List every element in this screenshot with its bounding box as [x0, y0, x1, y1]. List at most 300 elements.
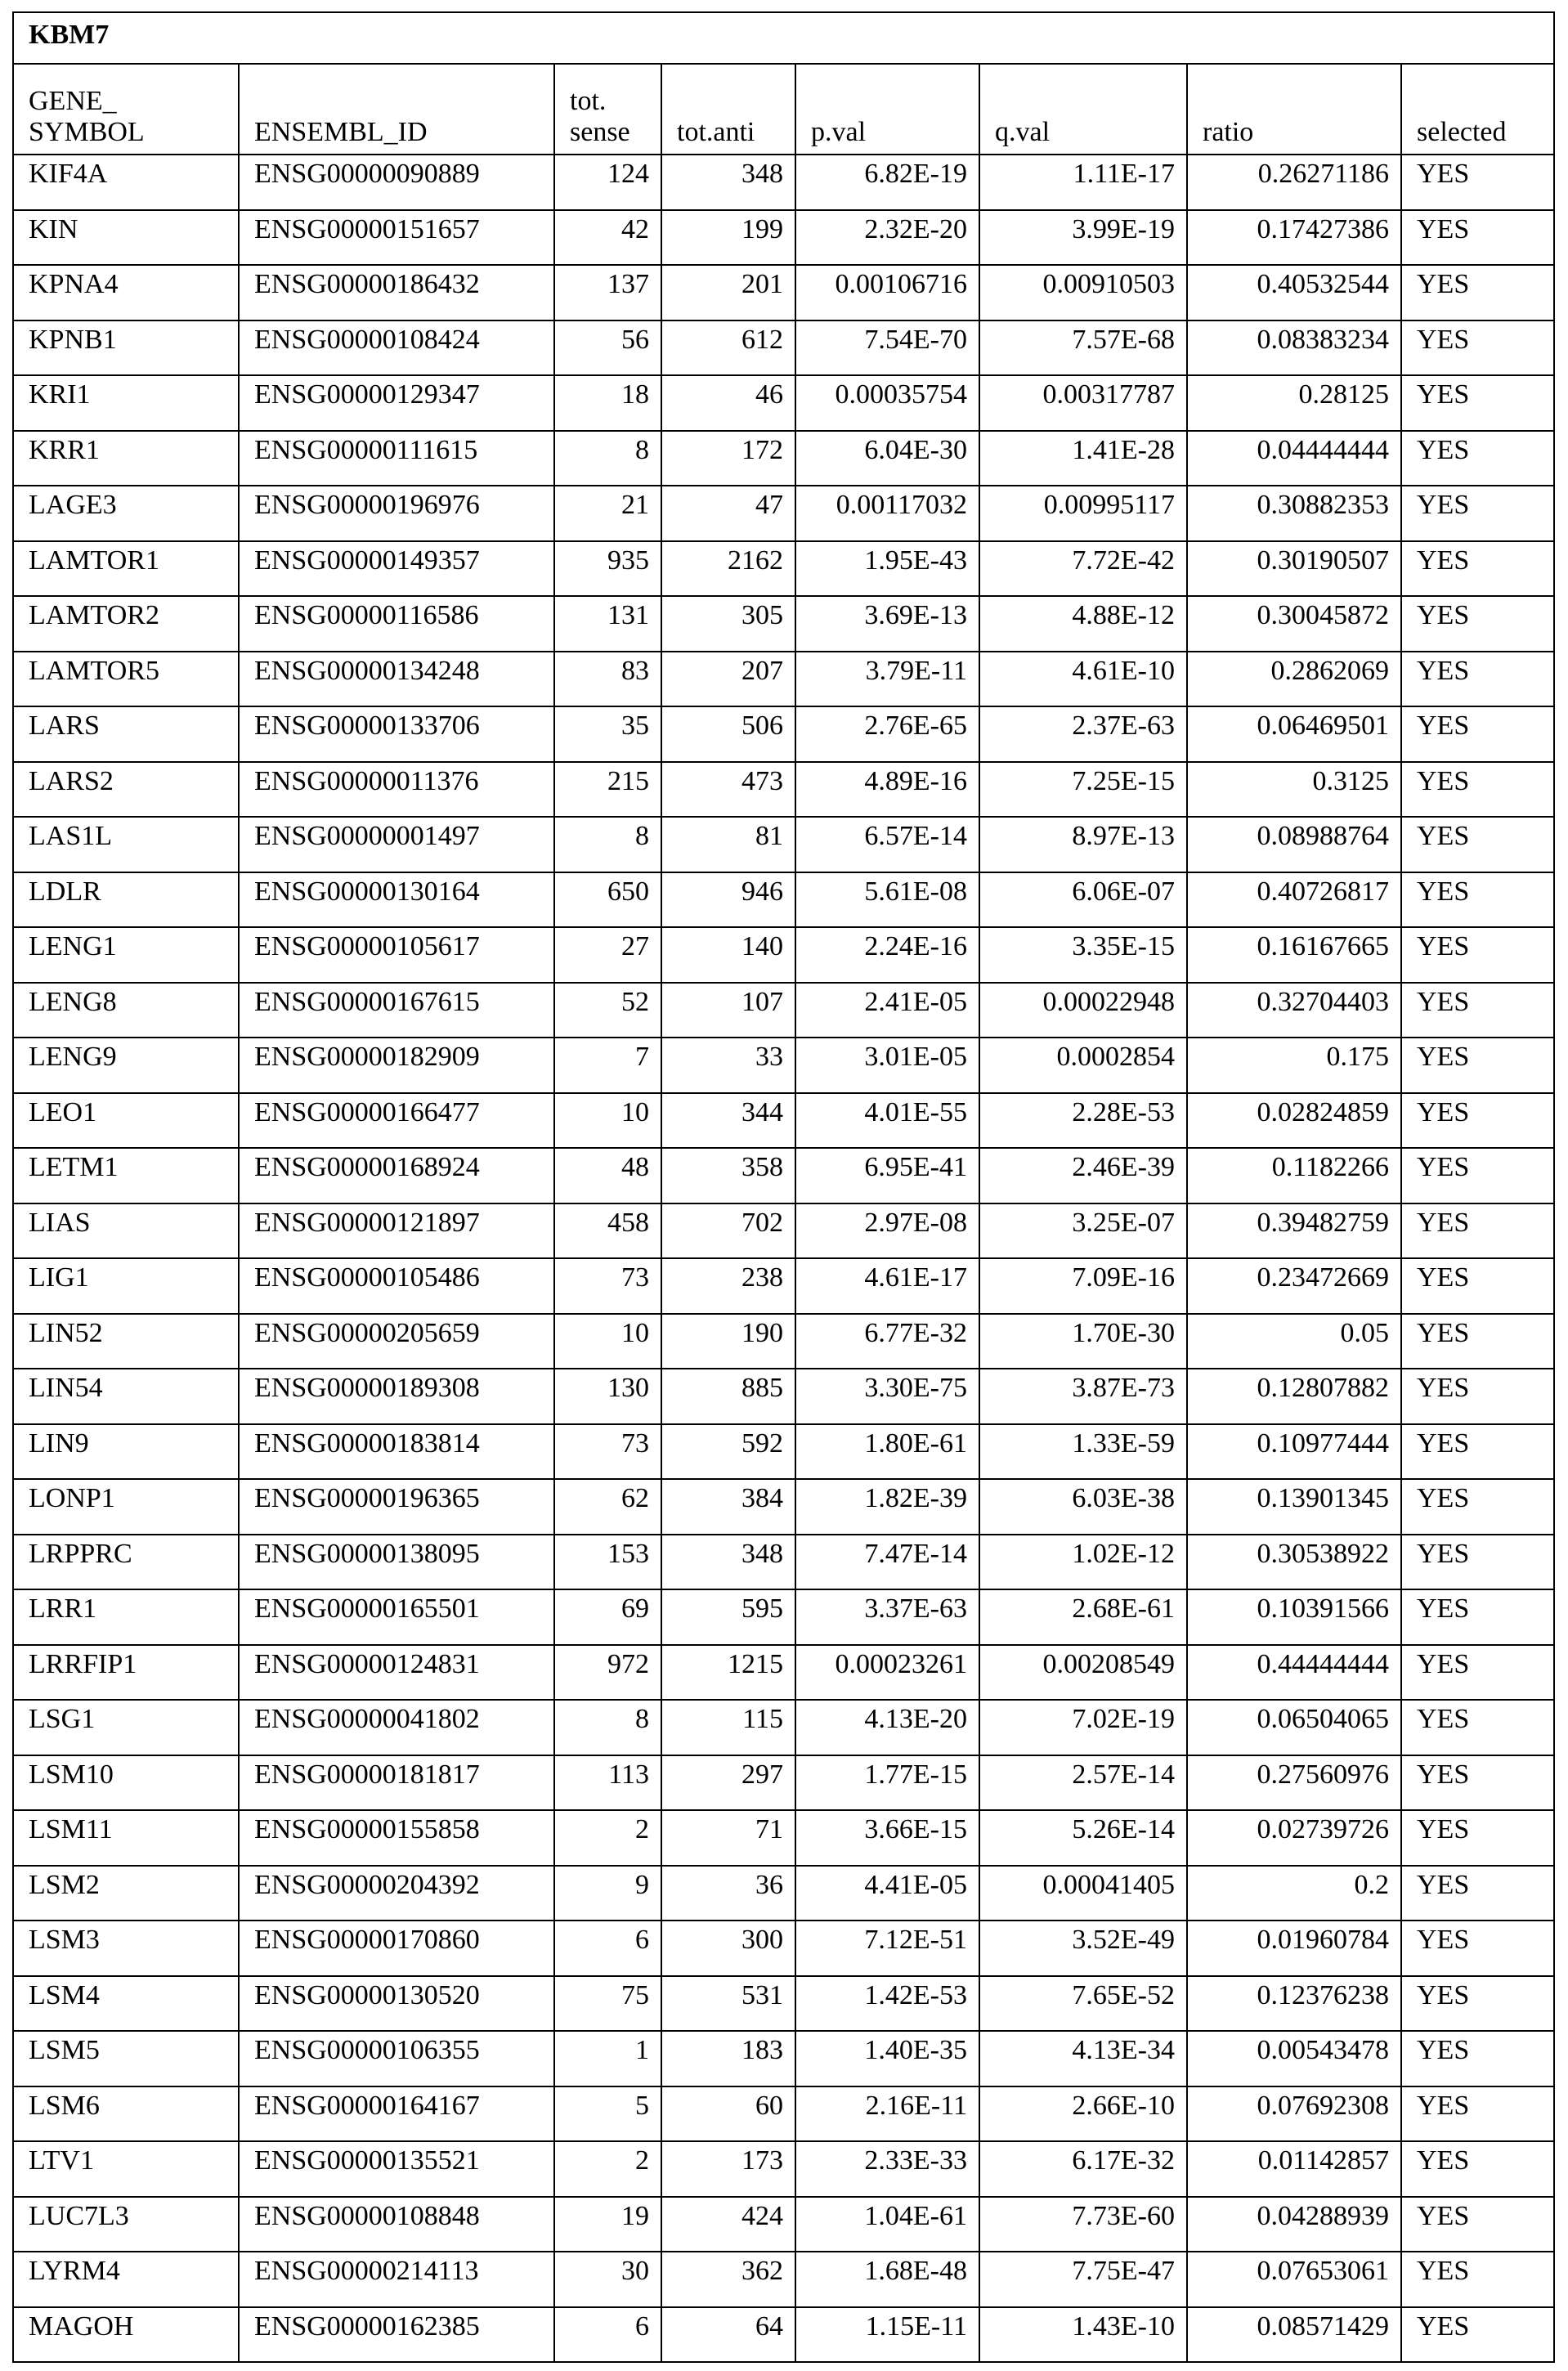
table-row: [13, 320, 1554, 376]
cell-tot-sense: 153: [554, 1535, 661, 1590]
cell-gene-symbol: LARS: [13, 706, 239, 762]
cell-selected: YES: [1401, 983, 1554, 1038]
cell-ensembl-id: ENSG00000108424: [239, 320, 554, 376]
table-row: [13, 2141, 1554, 2197]
cell-q-val: 6.17E-32: [979, 2141, 1187, 2197]
cell-ratio: 0.44444444: [1187, 1645, 1401, 1701]
cell-tot-anti: 207: [661, 652, 795, 707]
cell-ensembl-id: ENSG00000165501: [239, 1589, 554, 1645]
cell-ensembl-id: ENSG00000121897: [239, 1203, 554, 1259]
table-row: [13, 2031, 1554, 2086]
table-row: [13, 1866, 1554, 1921]
cell-q-val: 2.66E-10: [979, 2086, 1187, 2142]
table-row: [13, 2252, 1554, 2307]
cell-gene-symbol: LSG1: [13, 1700, 239, 1755]
cell-tot-sense: 972: [554, 1645, 661, 1701]
cell-selected: YES: [1401, 1535, 1554, 1590]
cell-tot-sense: 935: [554, 541, 661, 597]
cell-selected: YES: [1401, 927, 1554, 983]
cell-ensembl-id: ENSG00000196365: [239, 1479, 554, 1535]
cell-selected: YES: [1401, 320, 1554, 376]
cell-p-val: 1.68E-48: [795, 2252, 979, 2307]
cell-selected: YES: [1401, 2141, 1554, 2197]
cell-tot-anti: 64: [661, 2307, 795, 2363]
cell-tot-anti: 384: [661, 1479, 795, 1535]
cell-q-val: 1.11E-17: [979, 155, 1187, 210]
cell-gene-symbol: LAMTOR5: [13, 652, 239, 707]
cell-selected: YES: [1401, 596, 1554, 652]
cell-tot-anti: 424: [661, 2197, 795, 2252]
cell-q-val: 2.68E-61: [979, 1589, 1187, 1645]
cell-tot-sense: 10: [554, 1314, 661, 1369]
cell-gene-symbol: KPNB1: [13, 320, 239, 376]
cell-ratio: 0.30190507: [1187, 541, 1401, 597]
cell-selected: YES: [1401, 2252, 1554, 2307]
table-row: [13, 1810, 1554, 1866]
cell-q-val: 2.37E-63: [979, 706, 1187, 762]
cell-tot-sense: 19: [554, 2197, 661, 2252]
cell-ratio: 0.02824859: [1187, 1093, 1401, 1149]
cell-ratio: 0.26271186: [1187, 155, 1401, 210]
cell-p-val: 4.41E-05: [795, 1866, 979, 1921]
cell-selected: YES: [1401, 1148, 1554, 1203]
cell-ensembl-id: ENSG00000130520: [239, 1976, 554, 2032]
cell-tot-sense: 6: [554, 2307, 661, 2363]
cell-ratio: 0.3125: [1187, 762, 1401, 818]
cell-selected: YES: [1401, 541, 1554, 597]
cell-tot-anti: 702: [661, 1203, 795, 1259]
cell-q-val: 7.02E-19: [979, 1700, 1187, 1755]
cell-gene-symbol: LSM3: [13, 1921, 239, 1976]
cell-selected: YES: [1401, 1921, 1554, 1976]
table-row: [13, 1755, 1554, 1811]
cell-tot-sense: 48: [554, 1148, 661, 1203]
cell-ratio: 0.07653061: [1187, 2252, 1401, 2307]
cell-gene-symbol: LSM6: [13, 2086, 239, 2142]
cell-ensembl-id: ENSG00000090889: [239, 155, 554, 210]
cell-gene-symbol: LSM11: [13, 1810, 239, 1866]
cell-tot-anti: 612: [661, 320, 795, 376]
column-header-q-val: q.val: [979, 64, 1187, 155]
table-row: [13, 431, 1554, 486]
cell-ratio: 0.28125: [1187, 375, 1401, 431]
cell-ensembl-id: ENSG00000041802: [239, 1700, 554, 1755]
cell-selected: YES: [1401, 375, 1554, 431]
cell-q-val: 0.00041405: [979, 1866, 1187, 1921]
cell-tot-anti: 190: [661, 1314, 795, 1369]
cell-ensembl-id: ENSG00000214113: [239, 2252, 554, 2307]
cell-q-val: 7.65E-52: [979, 1976, 1187, 2032]
cell-tot-anti: 531: [661, 1976, 795, 2032]
cell-tot-anti: 344: [661, 1093, 795, 1149]
cell-ensembl-id: ENSG00000116586: [239, 596, 554, 652]
cell-gene-symbol: LAS1L: [13, 817, 239, 872]
cell-tot-sense: 2: [554, 2141, 661, 2197]
cell-ratio: 0.02739726: [1187, 1810, 1401, 1866]
cell-gene-symbol: LENG9: [13, 1038, 239, 1093]
cell-tot-anti: 115: [661, 1700, 795, 1755]
cell-gene-symbol: LENG1: [13, 927, 239, 983]
cell-p-val: 1.95E-43: [795, 541, 979, 597]
cell-tot-anti: 173: [661, 2141, 795, 2197]
cell-p-val: 7.47E-14: [795, 1535, 979, 1590]
cell-ensembl-id: ENSG00000108848: [239, 2197, 554, 2252]
cell-gene-symbol: LIN54: [13, 1369, 239, 1424]
cell-q-val: 0.00317787: [979, 375, 1187, 431]
cell-p-val: 3.79E-11: [795, 652, 979, 707]
cell-tot-anti: 358: [661, 1148, 795, 1203]
cell-gene-symbol: LENG8: [13, 983, 239, 1038]
cell-selected: YES: [1401, 1976, 1554, 2032]
cell-p-val: 4.61E-17: [795, 1258, 979, 1314]
cell-selected: YES: [1401, 1755, 1554, 1811]
table-row: [13, 1369, 1554, 1424]
cell-tot-sense: 73: [554, 1424, 661, 1480]
gene-table: [12, 11, 1555, 2363]
cell-ensembl-id: ENSG00000181817: [239, 1755, 554, 1811]
cell-selected: YES: [1401, 1424, 1554, 1480]
cell-gene-symbol: LUC7L3: [13, 2197, 239, 2252]
cell-tot-sense: 2: [554, 1810, 661, 1866]
cell-gene-symbol: KPNA4: [13, 265, 239, 320]
cell-selected: YES: [1401, 1589, 1554, 1645]
cell-q-val: 0.00910503: [979, 265, 1187, 320]
cell-p-val: 1.77E-15: [795, 1755, 979, 1811]
cell-ratio: 0.16167665: [1187, 927, 1401, 983]
cell-tot-sense: 131: [554, 596, 661, 652]
table-row: [13, 762, 1554, 818]
cell-q-val: 7.72E-42: [979, 541, 1187, 597]
cell-ratio: 0.05: [1187, 1314, 1401, 1369]
cell-tot-sense: 30: [554, 2252, 661, 2307]
cell-tot-sense: 1: [554, 2031, 661, 2086]
cell-ratio: 0.01142857: [1187, 2141, 1401, 2197]
cell-p-val: 7.12E-51: [795, 1921, 979, 1976]
cell-q-val: 4.13E-34: [979, 2031, 1187, 2086]
cell-tot-anti: 348: [661, 155, 795, 210]
cell-selected: YES: [1401, 1645, 1554, 1701]
cell-p-val: 2.41E-05: [795, 983, 979, 1038]
column-header-selected: selected: [1401, 64, 1554, 155]
cell-ensembl-id: ENSG00000011376: [239, 762, 554, 818]
cell-gene-symbol: LDLR: [13, 872, 239, 928]
cell-q-val: 8.97E-13: [979, 817, 1187, 872]
table-row: [13, 155, 1554, 210]
cell-tot-sense: 52: [554, 983, 661, 1038]
cell-gene-symbol: LIG1: [13, 1258, 239, 1314]
table-row: [13, 1424, 1554, 1480]
cell-tot-sense: 73: [554, 1258, 661, 1314]
cell-q-val: 3.99E-19: [979, 210, 1187, 266]
cell-ratio: 0.175: [1187, 1038, 1401, 1093]
cell-tot-anti: 81: [661, 817, 795, 872]
cell-tot-anti: 60: [661, 2086, 795, 2142]
cell-p-val: 4.13E-20: [795, 1700, 979, 1755]
cell-ratio: 0.08571429: [1187, 2307, 1401, 2363]
cell-ensembl-id: ENSG00000138095: [239, 1535, 554, 1590]
cell-p-val: 1.15E-11: [795, 2307, 979, 2363]
cell-selected: YES: [1401, 1866, 1554, 1921]
cell-p-val: 3.37E-63: [795, 1589, 979, 1645]
cell-gene-symbol: LSM5: [13, 2031, 239, 2086]
cell-ratio: 0.06504065: [1187, 1700, 1401, 1755]
cell-q-val: 3.25E-07: [979, 1203, 1187, 1259]
cell-ratio: 0.30538922: [1187, 1535, 1401, 1590]
cell-tot-anti: 201: [661, 265, 795, 320]
column-header-p-val: p.val: [795, 64, 979, 155]
cell-ratio: 0.06469501: [1187, 706, 1401, 762]
table-row: [13, 1148, 1554, 1203]
cell-p-val: 2.24E-16: [795, 927, 979, 983]
cell-q-val: 4.88E-12: [979, 596, 1187, 652]
table-row: [13, 596, 1554, 652]
cell-ensembl-id: ENSG00000164167: [239, 2086, 554, 2142]
cell-selected: YES: [1401, 2197, 1554, 2252]
cell-ensembl-id: ENSG00000189308: [239, 1369, 554, 1424]
cell-selected: YES: [1401, 1314, 1554, 1369]
table-row: [13, 706, 1554, 762]
cell-tot-anti: 238: [661, 1258, 795, 1314]
cell-tot-anti: 140: [661, 927, 795, 983]
cell-p-val: 6.57E-14: [795, 817, 979, 872]
cell-ratio: 0.07692308: [1187, 2086, 1401, 2142]
cell-selected: YES: [1401, 210, 1554, 266]
cell-p-val: 4.89E-16: [795, 762, 979, 818]
cell-tot-sense: 458: [554, 1203, 661, 1259]
cell-selected: YES: [1401, 817, 1554, 872]
cell-p-val: 0.00117032: [795, 486, 979, 541]
cell-tot-anti: 506: [661, 706, 795, 762]
cell-p-val: 1.40E-35: [795, 2031, 979, 2086]
cell-q-val: 1.33E-59: [979, 1424, 1187, 1480]
table-title-row: [13, 12, 1554, 64]
cell-q-val: 3.52E-49: [979, 1921, 1187, 1976]
cell-ratio: 0.12807882: [1187, 1369, 1401, 1424]
cell-p-val: 0.00106716: [795, 265, 979, 320]
cell-gene-symbol: LSM4: [13, 1976, 239, 2032]
cell-tot-sense: 6: [554, 1921, 661, 1976]
cell-q-val: 6.06E-07: [979, 872, 1187, 928]
cell-tot-sense: 27: [554, 927, 661, 983]
cell-tot-sense: 62: [554, 1479, 661, 1535]
cell-q-val: 6.03E-38: [979, 1479, 1187, 1535]
cell-tot-sense: 113: [554, 1755, 661, 1811]
cell-tot-anti: 885: [661, 1369, 795, 1424]
cell-p-val: 6.77E-32: [795, 1314, 979, 1369]
table-row: [13, 1258, 1554, 1314]
cell-gene-symbol: LIN52: [13, 1314, 239, 1369]
cell-p-val: 1.82E-39: [795, 1479, 979, 1535]
cell-ensembl-id: ENSG00000204392: [239, 1866, 554, 1921]
column-header-gene-symbol: GENE_ SYMBOL: [13, 64, 239, 155]
cell-selected: YES: [1401, 2031, 1554, 2086]
cell-p-val: 1.80E-61: [795, 1424, 979, 1480]
cell-tot-sense: 18: [554, 375, 661, 431]
cell-ensembl-id: ENSG00000166477: [239, 1093, 554, 1149]
cell-ratio: 0.04288939: [1187, 2197, 1401, 2252]
cell-selected: YES: [1401, 1203, 1554, 1259]
cell-tot-sense: 21: [554, 486, 661, 541]
cell-selected: YES: [1401, 155, 1554, 210]
cell-q-val: 2.28E-53: [979, 1093, 1187, 1149]
cell-tot-anti: 2162: [661, 541, 795, 597]
cell-tot-sense: 10: [554, 1093, 661, 1149]
cell-ratio: 0.2862069: [1187, 652, 1401, 707]
cell-tot-sense: 7: [554, 1038, 661, 1093]
cell-gene-symbol: LSM2: [13, 1866, 239, 1921]
cell-ratio: 0.30045872: [1187, 596, 1401, 652]
cell-selected: YES: [1401, 265, 1554, 320]
cell-ensembl-id: ENSG00000130164: [239, 872, 554, 928]
cell-tot-anti: 595: [661, 1589, 795, 1645]
table-title: KBM7: [13, 12, 1554, 64]
cell-gene-symbol: KIF4A: [13, 155, 239, 210]
cell-tot-anti: 297: [661, 1755, 795, 1811]
cell-ratio: 0.40532544: [1187, 265, 1401, 320]
cell-ratio: 0.23472669: [1187, 1258, 1401, 1314]
cell-tot-anti: 300: [661, 1921, 795, 1976]
cell-p-val: 6.82E-19: [795, 155, 979, 210]
cell-q-val: 7.75E-47: [979, 2252, 1187, 2307]
table-row: [13, 1535, 1554, 1590]
cell-ensembl-id: ENSG00000186432: [239, 265, 554, 320]
cell-ensembl-id: ENSG00000182909: [239, 1038, 554, 1093]
cell-tot-anti: 47: [661, 486, 795, 541]
cell-q-val: 3.35E-15: [979, 927, 1187, 983]
cell-q-val: 1.02E-12: [979, 1535, 1187, 1590]
column-header-ratio: ratio: [1187, 64, 1401, 155]
cell-q-val: 4.61E-10: [979, 652, 1187, 707]
cell-tot-sense: 215: [554, 762, 661, 818]
cell-ratio: 0.1182266: [1187, 1148, 1401, 1203]
cell-tot-anti: 172: [661, 431, 795, 486]
table-row: [13, 1093, 1554, 1149]
cell-ratio: 0.10977444: [1187, 1424, 1401, 1480]
cell-ratio: 0.10391566: [1187, 1589, 1401, 1645]
cell-ratio: 0.08383234: [1187, 320, 1401, 376]
cell-ensembl-id: ENSG00000105617: [239, 927, 554, 983]
cell-selected: YES: [1401, 2086, 1554, 2142]
cell-selected: YES: [1401, 762, 1554, 818]
cell-q-val: 7.57E-68: [979, 320, 1187, 376]
cell-q-val: 7.09E-16: [979, 1258, 1187, 1314]
cell-tot-anti: 33: [661, 1038, 795, 1093]
cell-q-val: 2.46E-39: [979, 1148, 1187, 1203]
table-row: [13, 983, 1554, 1038]
cell-p-val: 0.00035754: [795, 375, 979, 431]
cell-tot-sense: 56: [554, 320, 661, 376]
cell-ensembl-id: ENSG00000129347: [239, 375, 554, 431]
cell-q-val: 3.87E-73: [979, 1369, 1187, 1424]
cell-p-val: 3.69E-13: [795, 596, 979, 652]
cell-tot-anti: 362: [661, 2252, 795, 2307]
cell-tot-anti: 946: [661, 872, 795, 928]
table-row: [13, 2197, 1554, 2252]
cell-tot-sense: 8: [554, 817, 661, 872]
cell-selected: YES: [1401, 431, 1554, 486]
cell-ratio: 0.17427386: [1187, 210, 1401, 266]
cell-q-val: 0.00022948: [979, 983, 1187, 1038]
cell-tot-anti: 473: [661, 762, 795, 818]
cell-ensembl-id: ENSG00000151657: [239, 210, 554, 266]
cell-ensembl-id: ENSG00000170860: [239, 1921, 554, 1976]
cell-ratio: 0.27560976: [1187, 1755, 1401, 1811]
cell-selected: YES: [1401, 2307, 1554, 2363]
cell-ensembl-id: ENSG00000001497: [239, 817, 554, 872]
cell-gene-symbol: LONP1: [13, 1479, 239, 1535]
cell-ratio: 0.13901345: [1187, 1479, 1401, 1535]
cell-p-val: 6.04E-30: [795, 431, 979, 486]
cell-ensembl-id: ENSG00000183814: [239, 1424, 554, 1480]
cell-selected: YES: [1401, 872, 1554, 928]
cell-gene-symbol: LRR1: [13, 1589, 239, 1645]
cell-ratio: 0.39482759: [1187, 1203, 1401, 1259]
cell-gene-symbol: LSM10: [13, 1755, 239, 1811]
cell-p-val: 6.95E-41: [795, 1148, 979, 1203]
cell-q-val: 1.41E-28: [979, 431, 1187, 486]
cell-tot-sense: 5: [554, 2086, 661, 2142]
table-row: [13, 1479, 1554, 1535]
cell-gene-symbol: LAMTOR1: [13, 541, 239, 597]
cell-q-val: 5.26E-14: [979, 1810, 1187, 1866]
cell-gene-symbol: KRI1: [13, 375, 239, 431]
table-row: [13, 1976, 1554, 2032]
cell-tot-sense: 8: [554, 431, 661, 486]
cell-ensembl-id: ENSG00000105486: [239, 1258, 554, 1314]
cell-tot-anti: 199: [661, 210, 795, 266]
cell-selected: YES: [1401, 1369, 1554, 1424]
cell-tot-sense: 130: [554, 1369, 661, 1424]
cell-gene-symbol: LRPPRC: [13, 1535, 239, 1590]
cell-p-val: 0.00023261: [795, 1645, 979, 1701]
table-row: [13, 872, 1554, 928]
cell-tot-sense: 75: [554, 1976, 661, 2032]
cell-tot-anti: 592: [661, 1424, 795, 1480]
table-row: [13, 265, 1554, 320]
cell-ensembl-id: ENSG00000162385: [239, 2307, 554, 2363]
cell-tot-anti: 183: [661, 2031, 795, 2086]
cell-tot-sense: 9: [554, 1866, 661, 1921]
cell-ensembl-id: ENSG00000134248: [239, 652, 554, 707]
column-header-ensembl-id: ENSEMBL_ID: [239, 64, 554, 155]
cell-q-val: 0.00995117: [979, 486, 1187, 541]
cell-ratio: 0.30882353: [1187, 486, 1401, 541]
cell-selected: YES: [1401, 1700, 1554, 1755]
cell-p-val: 1.42E-53: [795, 1976, 979, 2032]
cell-ensembl-id: ENSG00000155858: [239, 1810, 554, 1866]
cell-tot-anti: 107: [661, 983, 795, 1038]
cell-q-val: 7.73E-60: [979, 2197, 1187, 2252]
cell-selected: YES: [1401, 652, 1554, 707]
cell-gene-symbol: LEO1: [13, 1093, 239, 1149]
cell-tot-anti: 71: [661, 1810, 795, 1866]
cell-p-val: 2.32E-20: [795, 210, 979, 266]
cell-tot-anti: 36: [661, 1866, 795, 1921]
cell-tot-anti: 348: [661, 1535, 795, 1590]
cell-tot-anti: 46: [661, 375, 795, 431]
cell-q-val: 2.57E-14: [979, 1755, 1187, 1811]
cell-gene-symbol: LETM1: [13, 1148, 239, 1203]
cell-ensembl-id: ENSG00000149357: [239, 541, 554, 597]
cell-gene-symbol: LARS2: [13, 762, 239, 818]
cell-p-val: 7.54E-70: [795, 320, 979, 376]
cell-p-val: 3.66E-15: [795, 1810, 979, 1866]
cell-tot-sense: 8: [554, 1700, 661, 1755]
cell-gene-symbol: KIN: [13, 210, 239, 266]
cell-ratio: 0.04444444: [1187, 431, 1401, 486]
cell-tot-sense: 69: [554, 1589, 661, 1645]
cell-tot-anti: 1215: [661, 1645, 795, 1701]
